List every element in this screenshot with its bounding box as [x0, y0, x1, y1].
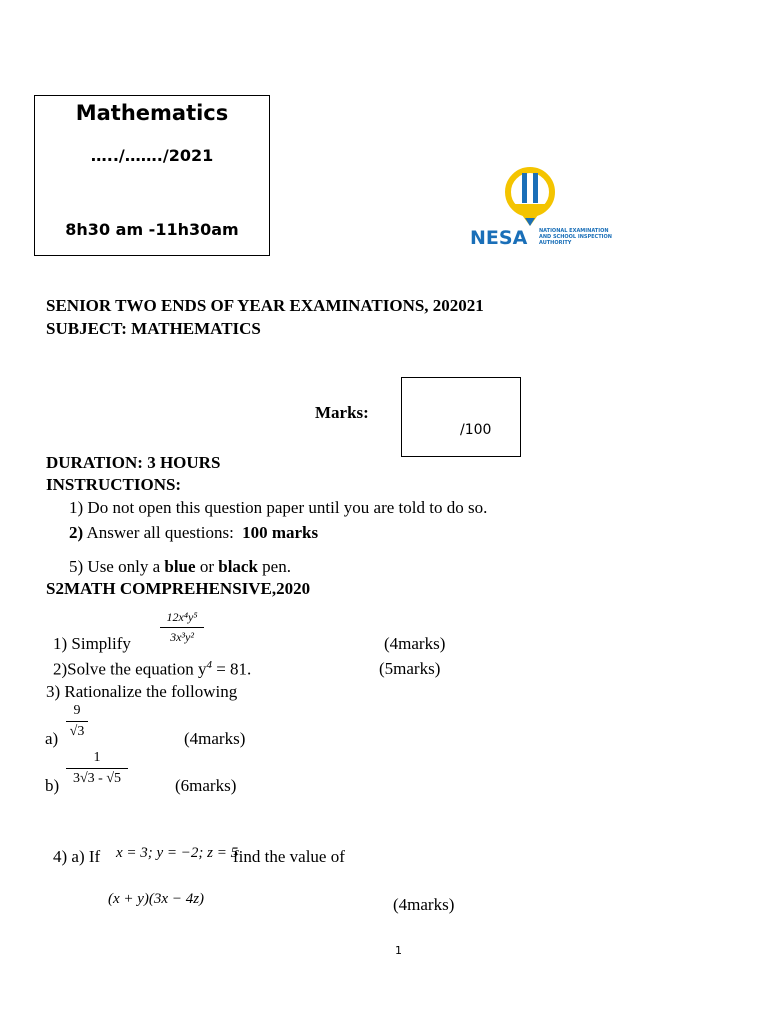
question-3a-numerator: 9: [73, 703, 81, 718]
question-2-text-b: = 81.: [211, 659, 252, 679]
question-1-marks: (4marks): [384, 634, 446, 653]
question-4-values: x = 3; y = −2; z = 5: [116, 845, 239, 861]
instruction-5: [69, 557, 291, 577]
question-3b-label: b): [45, 776, 60, 795]
question-3a-denominator: √3: [69, 724, 85, 739]
question-4-tail: find the value of: [233, 847, 345, 866]
exam-title: SENIOR TWO ENDS OF YEAR EXAMINATIONS, 202021: [46, 296, 484, 315]
nesa-tagline-3: AUTHORITY: [539, 240, 572, 246]
question-2-text-a: 2)Solve the equation y: [53, 659, 207, 679]
instruction-2: [69, 523, 318, 543]
question-3b-fraction: [66, 750, 128, 787]
instruction-1: [69, 498, 487, 518]
question-4-expression: (x + y)(3x − 4z): [108, 891, 205, 907]
nesa-tagline-2: AND SCHOOL INSPECTION: [539, 234, 612, 240]
question-3a-label: a): [45, 729, 59, 748]
question-1-text: 1) Simplify: [53, 634, 131, 653]
question-1-denominator: 3x³y²: [170, 630, 194, 644]
question-3b-denominator: 3√3 - √5: [72, 771, 122, 786]
marks-label: Marks:: [315, 403, 369, 422]
instruction-5-prefix: 5) Use only a: [69, 557, 161, 576]
instruction-5-or: or: [199, 557, 214, 576]
marks-box: [401, 377, 521, 457]
instruction-2-text: Answer all questions:: [86, 523, 234, 542]
question-1-fraction: [160, 610, 204, 645]
question-2-text: [53, 659, 251, 680]
exam-date: …../……./2021: [90, 146, 214, 165]
question-3a-fraction: [66, 703, 88, 740]
duration: DURATION: 3 HOURS: [46, 453, 221, 472]
instructions-label: INSTRUCTIONS:: [46, 475, 182, 494]
question-4-label: 4) a) If: [53, 847, 101, 866]
instruction-1-text: Do not open this question paper until you are told to do so.: [87, 498, 488, 517]
section-title: S2MATH COMPREHENSIVE,2020: [46, 579, 311, 598]
question-3a-marks: (4marks): [184, 729, 246, 748]
question-1-numerator: 12x⁴y⁵: [166, 610, 198, 624]
question-2-exponent: 4: [206, 659, 212, 671]
question-3b-numerator: 1: [93, 750, 101, 765]
question-2-marks: (5marks): [379, 659, 441, 678]
nesa-brand: NESA: [470, 227, 528, 249]
question-3b-marks: (6marks): [175, 776, 237, 795]
subject-heading: Mathematics: [75, 101, 229, 125]
subject-line: SUBJECT: MATHEMATICS: [46, 319, 261, 338]
nesa-tagline-1: NATIONAL EXAMINATION: [539, 228, 609, 234]
exam-time: 8h30 am -11h30am: [65, 220, 239, 239]
instruction-2-marks: 100 marks: [242, 523, 319, 542]
instruction-1-num: 1): [69, 498, 84, 517]
instruction-5-suffix: pen.: [262, 557, 291, 576]
instruction-2-num: 2): [69, 523, 84, 542]
marks-value: /100: [460, 422, 492, 438]
nesa-logo: [440, 140, 630, 275]
question-3-text: 3) Rationalize the following: [46, 682, 238, 701]
instruction-5-blue: blue: [164, 557, 196, 576]
instruction-5-black: black: [218, 557, 258, 576]
page-number: 1: [395, 944, 402, 957]
question-4-marks: (4marks): [393, 895, 455, 914]
header-box: [34, 95, 270, 256]
